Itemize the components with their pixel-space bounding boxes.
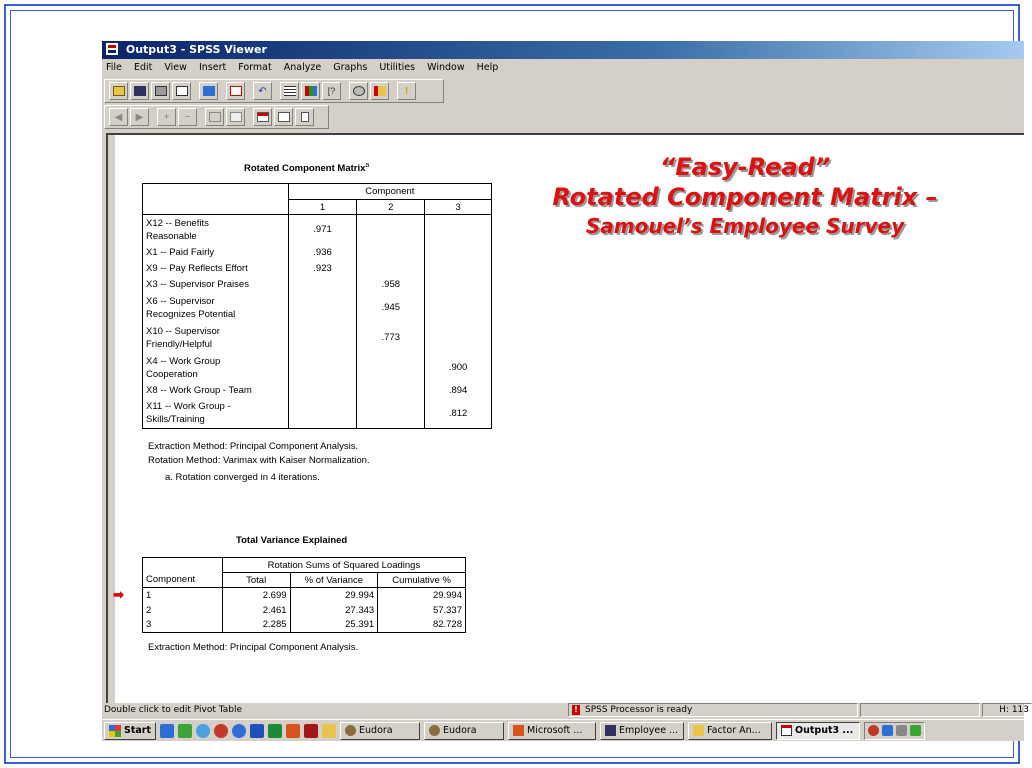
print-preview-icon[interactable] [172, 82, 191, 100]
loading-cell [288, 277, 357, 293]
row-label-line: Skills/Training [146, 414, 205, 426]
demote-icon[interactable]: ▶ [130, 108, 149, 126]
start-label: Start [124, 725, 152, 736]
row-label [143, 353, 289, 383]
word-icon[interactable] [250, 724, 264, 738]
matrix-row [143, 353, 492, 383]
matrix-row [143, 293, 492, 323]
help-icon[interactable]: ! [397, 82, 416, 100]
component-cell: 2 [143, 603, 223, 618]
loading-cell [357, 399, 425, 429]
headline-line-2: Rotated Component Matrix – [552, 183, 938, 211]
loading-cell: .894 [448, 385, 468, 396]
row-label-line: Reasonable [146, 230, 197, 242]
task-factor-analysis[interactable] [688, 722, 772, 740]
loading-cell: .773 [357, 323, 425, 353]
save-icon[interactable] [130, 82, 149, 100]
loading-cell [357, 353, 425, 383]
loading-cell [425, 245, 492, 261]
access-icon[interactable] [304, 724, 318, 738]
value-cell: 2.285 [222, 618, 290, 633]
menu-graphs[interactable]: Graphs [333, 62, 368, 73]
insert-title-icon[interactable] [274, 108, 293, 126]
collapse-icon[interactable]: − [178, 108, 197, 126]
rotation-method-note: Rotation Method: Varimax with Kaiser Normalization. [148, 455, 370, 466]
task-microsoft[interactable] [508, 722, 596, 740]
pane-frame [108, 135, 115, 703]
menu-window[interactable]: Window [427, 62, 465, 73]
loading-cell: .900 [448, 362, 468, 373]
undo-icon[interactable]: ↶ [253, 82, 272, 100]
window-title: Output3 - SPSS Viewer [125, 43, 267, 56]
windows-taskbar [102, 719, 1024, 741]
menu-analyze[interactable]: Analyze [283, 62, 322, 73]
variance-table-title: Total Variance Explained [236, 535, 348, 546]
column-header: Cumulative % [378, 573, 466, 588]
loading-cell: .971 [288, 215, 357, 245]
row-label-line: X3 -- Supervisor Praises [146, 279, 249, 290]
column-header: % of Variance [290, 573, 378, 588]
menu-view[interactable]: View [164, 62, 187, 73]
task-label: Eudora [359, 725, 393, 736]
ie-icon[interactable] [160, 724, 174, 738]
row-label-line: X12 -- Benefits [146, 217, 209, 229]
rotated-matrix-title-text: Rotated Component Matrix [244, 163, 366, 175]
variance-row [143, 603, 466, 618]
loading-cell [288, 383, 357, 399]
processor-alert-icon: ! [572, 705, 580, 715]
matrix-row [143, 277, 492, 293]
monitor-icon[interactable] [882, 725, 893, 736]
row-label [143, 293, 289, 323]
menu-edit[interactable]: Edit [133, 62, 153, 73]
document-icon [693, 725, 704, 736]
value-cell: 2.699 [222, 588, 290, 603]
spss-data-icon [605, 725, 616, 736]
row-label-line: Cooperation [146, 368, 198, 380]
media-icon[interactable] [232, 724, 246, 738]
loading-cell [425, 261, 492, 277]
row-label [143, 245, 289, 261]
corner-cell [143, 558, 223, 573]
menu-format[interactable]: Format [238, 62, 272, 73]
network-tray-icon[interactable] [910, 725, 921, 736]
row-label [143, 383, 289, 399]
loading-cell [357, 245, 425, 261]
insert-text-icon[interactable] [295, 108, 314, 126]
loading-cell [288, 323, 357, 353]
corner-cell [143, 184, 289, 215]
excel-icon[interactable] [268, 724, 282, 738]
row-label [143, 323, 289, 353]
processor-status [568, 703, 858, 717]
export-icon[interactable] [199, 82, 218, 100]
expand-icon[interactable]: + [157, 108, 176, 126]
column-header: Total [222, 573, 290, 588]
loading-cell [357, 383, 425, 399]
row-label-line: Recognizes Potential [146, 308, 236, 320]
network-icon[interactable] [178, 724, 192, 738]
variance-row [143, 588, 466, 603]
folder-icon[interactable] [322, 724, 336, 738]
component-header: Component [288, 184, 491, 200]
eudora-icon [345, 725, 356, 736]
rotated-matrix-title [244, 162, 369, 174]
loading-cell [357, 261, 425, 277]
value-cell: 27.343 [290, 603, 378, 618]
hide-icon[interactable] [226, 108, 245, 126]
matrix-row [143, 323, 492, 353]
spss-output-icon [781, 725, 792, 736]
task-employee[interactable] [600, 722, 684, 740]
powerpoint-icon [513, 725, 524, 736]
matrix-row [143, 245, 492, 261]
status-hint: Double click to edit Pivot Table [104, 705, 242, 715]
task-eudora-1[interactable] [340, 722, 420, 740]
antivirus-icon[interactable] [868, 725, 879, 736]
menu-utilities[interactable]: Utilities [379, 62, 416, 73]
loading-cell [288, 399, 357, 429]
loading-cell: .945 [357, 293, 425, 323]
row-label-line: X10 -- Supervisor [146, 325, 220, 337]
loading-cell [288, 353, 357, 383]
rotated-component-matrix[interactable] [142, 183, 492, 429]
column-header: 1 [288, 200, 357, 215]
task-label: Factor An... [707, 725, 761, 736]
recall-dialog-icon[interactable] [226, 82, 245, 100]
loading-cell [425, 293, 492, 323]
loading-cell [425, 215, 492, 245]
loading-cell: .812 [448, 407, 468, 419]
row-label [143, 277, 289, 293]
row-label-line: X6 -- Supervisor [146, 295, 215, 307]
component-cell: 1 [143, 588, 223, 603]
task-label: Employee ... [619, 725, 679, 736]
column-header: 2 [357, 200, 425, 215]
menu-bar [102, 59, 1024, 77]
processor-status-text: SPSS Processor is ready [585, 705, 693, 715]
footnote-marker: a [365, 162, 370, 169]
quick-launch [160, 724, 336, 738]
loading-cell [357, 215, 425, 245]
variance-body [143, 588, 466, 633]
matrix-body [143, 215, 492, 429]
menu-help[interactable]: Help [476, 62, 499, 73]
value-cell: 82.728 [432, 619, 462, 631]
loading-cell [288, 293, 357, 323]
task-label: Output3 ... [795, 725, 854, 736]
system-tray [864, 722, 925, 740]
value-cell: 29.994 [432, 589, 462, 601]
value-cell: 29.994 [290, 588, 378, 603]
variables-icon[interactable]: [? [322, 82, 341, 100]
select-last-output-icon[interactable] [349, 82, 368, 100]
menu-insert[interactable]: Insert [198, 62, 227, 73]
goto-chart-icon[interactable] [301, 82, 320, 100]
title-bar[interactable] [102, 41, 1024, 59]
slide-headline [510, 152, 980, 240]
print-icon[interactable] [151, 82, 170, 100]
matrix-row [143, 399, 492, 429]
open-icon[interactable] [109, 82, 128, 100]
browser-icon[interactable] [196, 724, 210, 738]
status-bar [102, 702, 1029, 718]
status-h: H: 113 [982, 703, 1032, 717]
row-label [143, 261, 289, 277]
powerpoint-icon[interactable] [286, 724, 300, 738]
value-cell: 25.391 [290, 618, 378, 633]
task-eudora-2[interactable] [424, 722, 504, 740]
spss-app-icon [106, 43, 118, 55]
loading-cell: .958 [357, 277, 425, 293]
loading-cell: .936 [288, 245, 357, 261]
variance-extraction-note: Extraction Method: Principal Component Analysis. [148, 642, 359, 653]
row-label-line: X8 -- Work Group - Team [146, 385, 252, 396]
lifebuoy-icon[interactable] [214, 724, 228, 738]
column-header: Component [143, 573, 223, 588]
headline-line-1: “Easy-Read” [659, 153, 831, 181]
status-panel [860, 703, 980, 717]
designate-window-icon[interactable] [370, 82, 389, 100]
start-button[interactable] [104, 722, 156, 740]
eudora-icon [429, 725, 440, 736]
outline-toolbar [104, 105, 329, 129]
row-label [143, 399, 289, 429]
row-label-line: X4 -- Work Group [146, 355, 221, 367]
row-label-line: X11 -- Work Group - [146, 401, 231, 413]
headline-line-3: Samouel’s Employee Survey [585, 214, 905, 238]
volume-icon[interactable] [896, 725, 907, 736]
windows-logo-icon [109, 725, 121, 737]
row-label-line: Friendly/Helpful [146, 338, 212, 350]
show-icon[interactable] [205, 108, 224, 126]
selection-arrow-icon: ➡ [113, 587, 124, 602]
menu-file[interactable]: File [106, 62, 122, 73]
row-label-line: X1 -- Paid Fairly [146, 247, 215, 258]
task-label: Eudora [443, 725, 477, 736]
insert-heading-icon[interactable] [253, 108, 272, 126]
total-variance-table[interactable] [142, 557, 466, 633]
standard-toolbar [104, 79, 444, 103]
extraction-method-note: Extraction Method: Principal Component Analysis. [148, 441, 359, 452]
convergence-footnote: a. Rotation converged in 4 iterations. [165, 472, 320, 483]
loading-cell: .923 [288, 261, 357, 277]
component-cell: 3 [143, 618, 223, 633]
task-output3[interactable] [776, 722, 860, 740]
task-label: Microsoft ... [527, 725, 583, 736]
matrix-row [143, 383, 492, 399]
loading-cell [425, 323, 492, 353]
variance-row [143, 618, 466, 633]
column-header: 3 [425, 200, 492, 215]
row-label-line: X9 -- Pay Reflects Effort [146, 263, 248, 274]
matrix-row [143, 215, 492, 245]
value-cell: 2.461 [222, 603, 290, 618]
matrix-row [143, 261, 492, 277]
group-header: Rotation Sums of Squared Loadings [222, 558, 465, 573]
goto-data-icon[interactable] [280, 82, 299, 100]
promote-icon[interactable]: ◀ [109, 108, 128, 126]
loading-cell [425, 277, 492, 293]
value-cell: 57.337 [432, 604, 462, 616]
row-label [143, 215, 289, 245]
